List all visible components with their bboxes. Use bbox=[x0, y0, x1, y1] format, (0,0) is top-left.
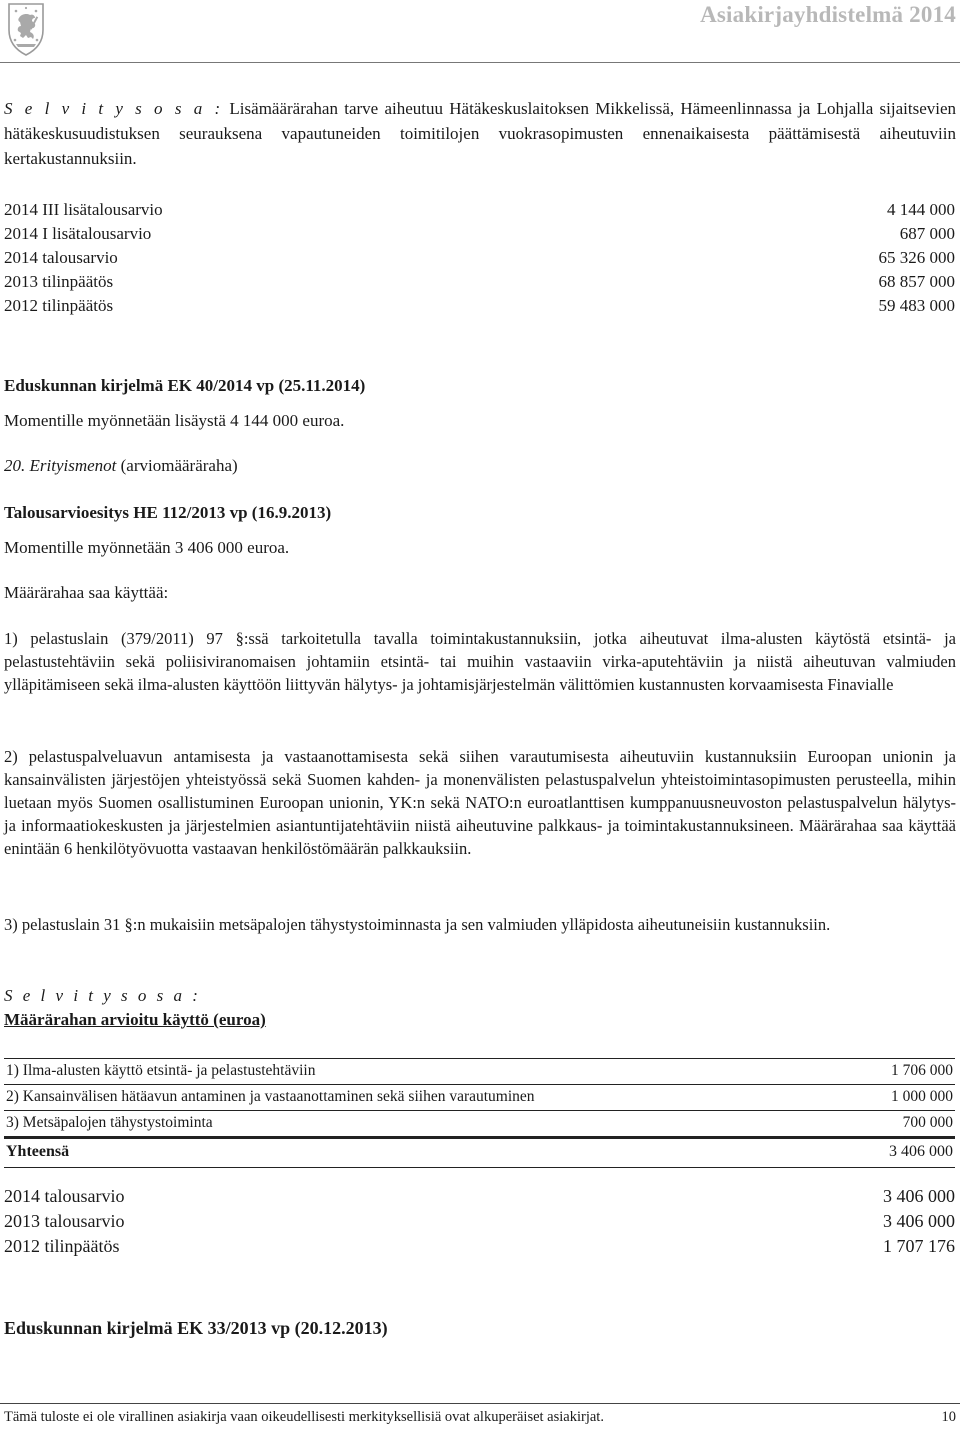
budget-history-label: 2013 talousarvio bbox=[4, 1211, 125, 1231]
budget-row bbox=[4, 200, 955, 224]
footer-divider bbox=[0, 1403, 960, 1404]
usage-item: 3) pelastuslain 31 §:n mukaisiin metsäpalojen tähystystoiminnasta ja sen valmiuden ylläpidosta aiheutuneisiin kustannuksiin. bbox=[4, 915, 831, 934]
ek-2014-text: Momentille myönnetään lisäystä 4 144 000 euroa. bbox=[4, 411, 345, 430]
table-total-label: Yhteensä bbox=[6, 1143, 70, 1160]
budget-row-label: 2012 tilinpäätös bbox=[4, 296, 114, 315]
table-row bbox=[4, 1058, 955, 1085]
he-2013-text: Momentille myönnetään 3 406 000 euroa. bbox=[4, 538, 290, 557]
budget-row-value: 65 326 000 bbox=[878, 248, 955, 267]
budget-row-value: 59 483 000 bbox=[878, 296, 955, 315]
budget-row-label: 2014 talousarvio bbox=[4, 248, 118, 267]
budget-history-value: 1 707 176 bbox=[883, 1236, 955, 1256]
budget-history-row bbox=[4, 1236, 955, 1260]
table-cell-label: 1) Ilma-alusten käyttö etsintä- ja pelastustehtäviin bbox=[6, 1062, 316, 1079]
ek-2014-heading: Eduskunnan kirjelmä EK 40/2014 vp (25.11.2014) bbox=[4, 376, 366, 395]
section-heading bbox=[4, 455, 238, 477]
footer-disclaimer: Tämä tuloste ei ole virallinen asiakirja vaan oikeudellisesti merkityksellisiä ovat alkuperäiset asiakirjat. bbox=[4, 1409, 604, 1425]
budget-row-label: 2014 III lisätalousarvio bbox=[4, 200, 163, 219]
ek-2013-heading: Eduskunnan kirjelmä EK 33/2013 vp (20.12.2013) bbox=[4, 1318, 388, 1338]
table-cell-label: 3) Metsäpalojen tähystystoiminta bbox=[6, 1114, 213, 1131]
section-name: Erityismenot bbox=[29, 456, 117, 475]
table-total-row bbox=[4, 1137, 955, 1168]
budget-history-value: 3 406 000 bbox=[883, 1211, 955, 1231]
section-type: (arviomääräraha) bbox=[120, 456, 238, 475]
budget-row-value: 687 000 bbox=[899, 224, 955, 243]
usage-table-title: Määrärahan arvioitu käyttö (euroa) bbox=[4, 1010, 266, 1029]
budget-history-label: 2012 tilinpäätös bbox=[4, 1236, 120, 1256]
intro-text: Lisämäärärahan tarve aiheutuu Hätäkeskuslaitoksen Mikkelissä, Hämeenlinnassa ja Lohjalla sijaitsevien hätäkeskusuudistuksen seurauksena vapautuneiden toimitilojen vuokrasopimusten ennenaikaisesta päättämisestä aiheutuviin kertakustannuksiin. bbox=[4, 99, 957, 168]
budget-history-value: 3 406 000 bbox=[883, 1186, 955, 1206]
coat-of-arms-icon bbox=[6, 2, 46, 56]
usage-intro: Määrärahaa saa käyttää: bbox=[4, 583, 169, 602]
table-cell-value: 700 000 bbox=[902, 1114, 953, 1131]
he-2013-heading: Talousarvioesitys HE 112/2013 vp (16.9.2013) bbox=[4, 503, 332, 522]
budget-history-row bbox=[4, 1186, 955, 1210]
budget-row-value: 68 857 000 bbox=[878, 272, 955, 291]
intro-label: S e l v i t y s o s a : bbox=[4, 99, 224, 118]
budget-row-label: 2014 I lisätalousarvio bbox=[4, 224, 152, 243]
usage-table bbox=[4, 1058, 955, 1168]
table-total-value: 3 406 000 bbox=[889, 1143, 953, 1160]
table-row bbox=[4, 1111, 955, 1137]
page-header bbox=[0, 0, 960, 62]
budget-row-label: 2013 tilinpäätös bbox=[4, 272, 114, 291]
budget-history-row bbox=[4, 1211, 955, 1235]
page-number: 10 bbox=[941, 1409, 956, 1425]
intro-paragraph bbox=[4, 96, 956, 171]
table-cell-value: 1 706 000 bbox=[891, 1062, 953, 1079]
budget-row bbox=[4, 296, 955, 320]
document-title: Asiakirjayhdistelmä 2014 bbox=[700, 2, 956, 27]
usage-item: 2) pelastuspalveluavun antamisesta ja vastaanottamisesta sekä siihen varautumisesta aiheutuviin kustannuksiin Euroopan unionin ja kansainvälisten järjestöjen yhteistyössä sekä Suomen kahden- ja monenvälisten pelastuspalvelun yhteistoimintasopimusten perusteella, mihin luetaan myös Suomen osallistuminen Euroopan unionin, YK:n sekä NATO:n euroatlanttisen kumppanuusneuvoston pelastuspalvelun hälytys- ja informaatiokeskusten ja järjestelmien asiantuntijatehtäviin niistä aiheutuvine palkkaus- ja toimintakustannuksineen. Määrärahaa saa käyttää enintään 6 henkilötyövuotta vastaavan henkilöstömäärän palkkauksiin. bbox=[4, 747, 956, 858]
usage-item: 1) pelastuslain (379/2011) 97 §:ssä tarkoitetulla tavalla toimintakustannuksiin, jotka aiheutuvat ilma-alusten käytöstä etsintä- ja pelastustehtäviin sekä poliisiviranomaisen johtamiin etsintä- tai muihin vastaaviin virka-aputehtäviin ja niistä aiheutuvan valmiuden ylläpitämiseen sekä ilma-alusten käyttöön liittyvän hälytys- ja johtamisjärjestelmän välittömien kustannusten korvaamisesta Finavialle bbox=[4, 629, 956, 694]
explanation-label: S e l v i t y s o s a : bbox=[4, 986, 201, 1005]
budget-row bbox=[4, 224, 955, 248]
table-cell-value: 1 000 000 bbox=[891, 1088, 953, 1105]
budget-row bbox=[4, 272, 955, 296]
budget-history-label: 2014 talousarvio bbox=[4, 1186, 125, 1206]
table-row bbox=[4, 1085, 955, 1111]
table-cell-label: 2) Kansainvälisen hätäavun antaminen ja vastaanottaminen sekä siihen varautuminen bbox=[6, 1088, 535, 1105]
budget-row bbox=[4, 248, 955, 272]
header-divider bbox=[0, 62, 960, 63]
budget-row-value: 4 144 000 bbox=[887, 200, 955, 219]
section-number: 20. bbox=[4, 456, 26, 475]
